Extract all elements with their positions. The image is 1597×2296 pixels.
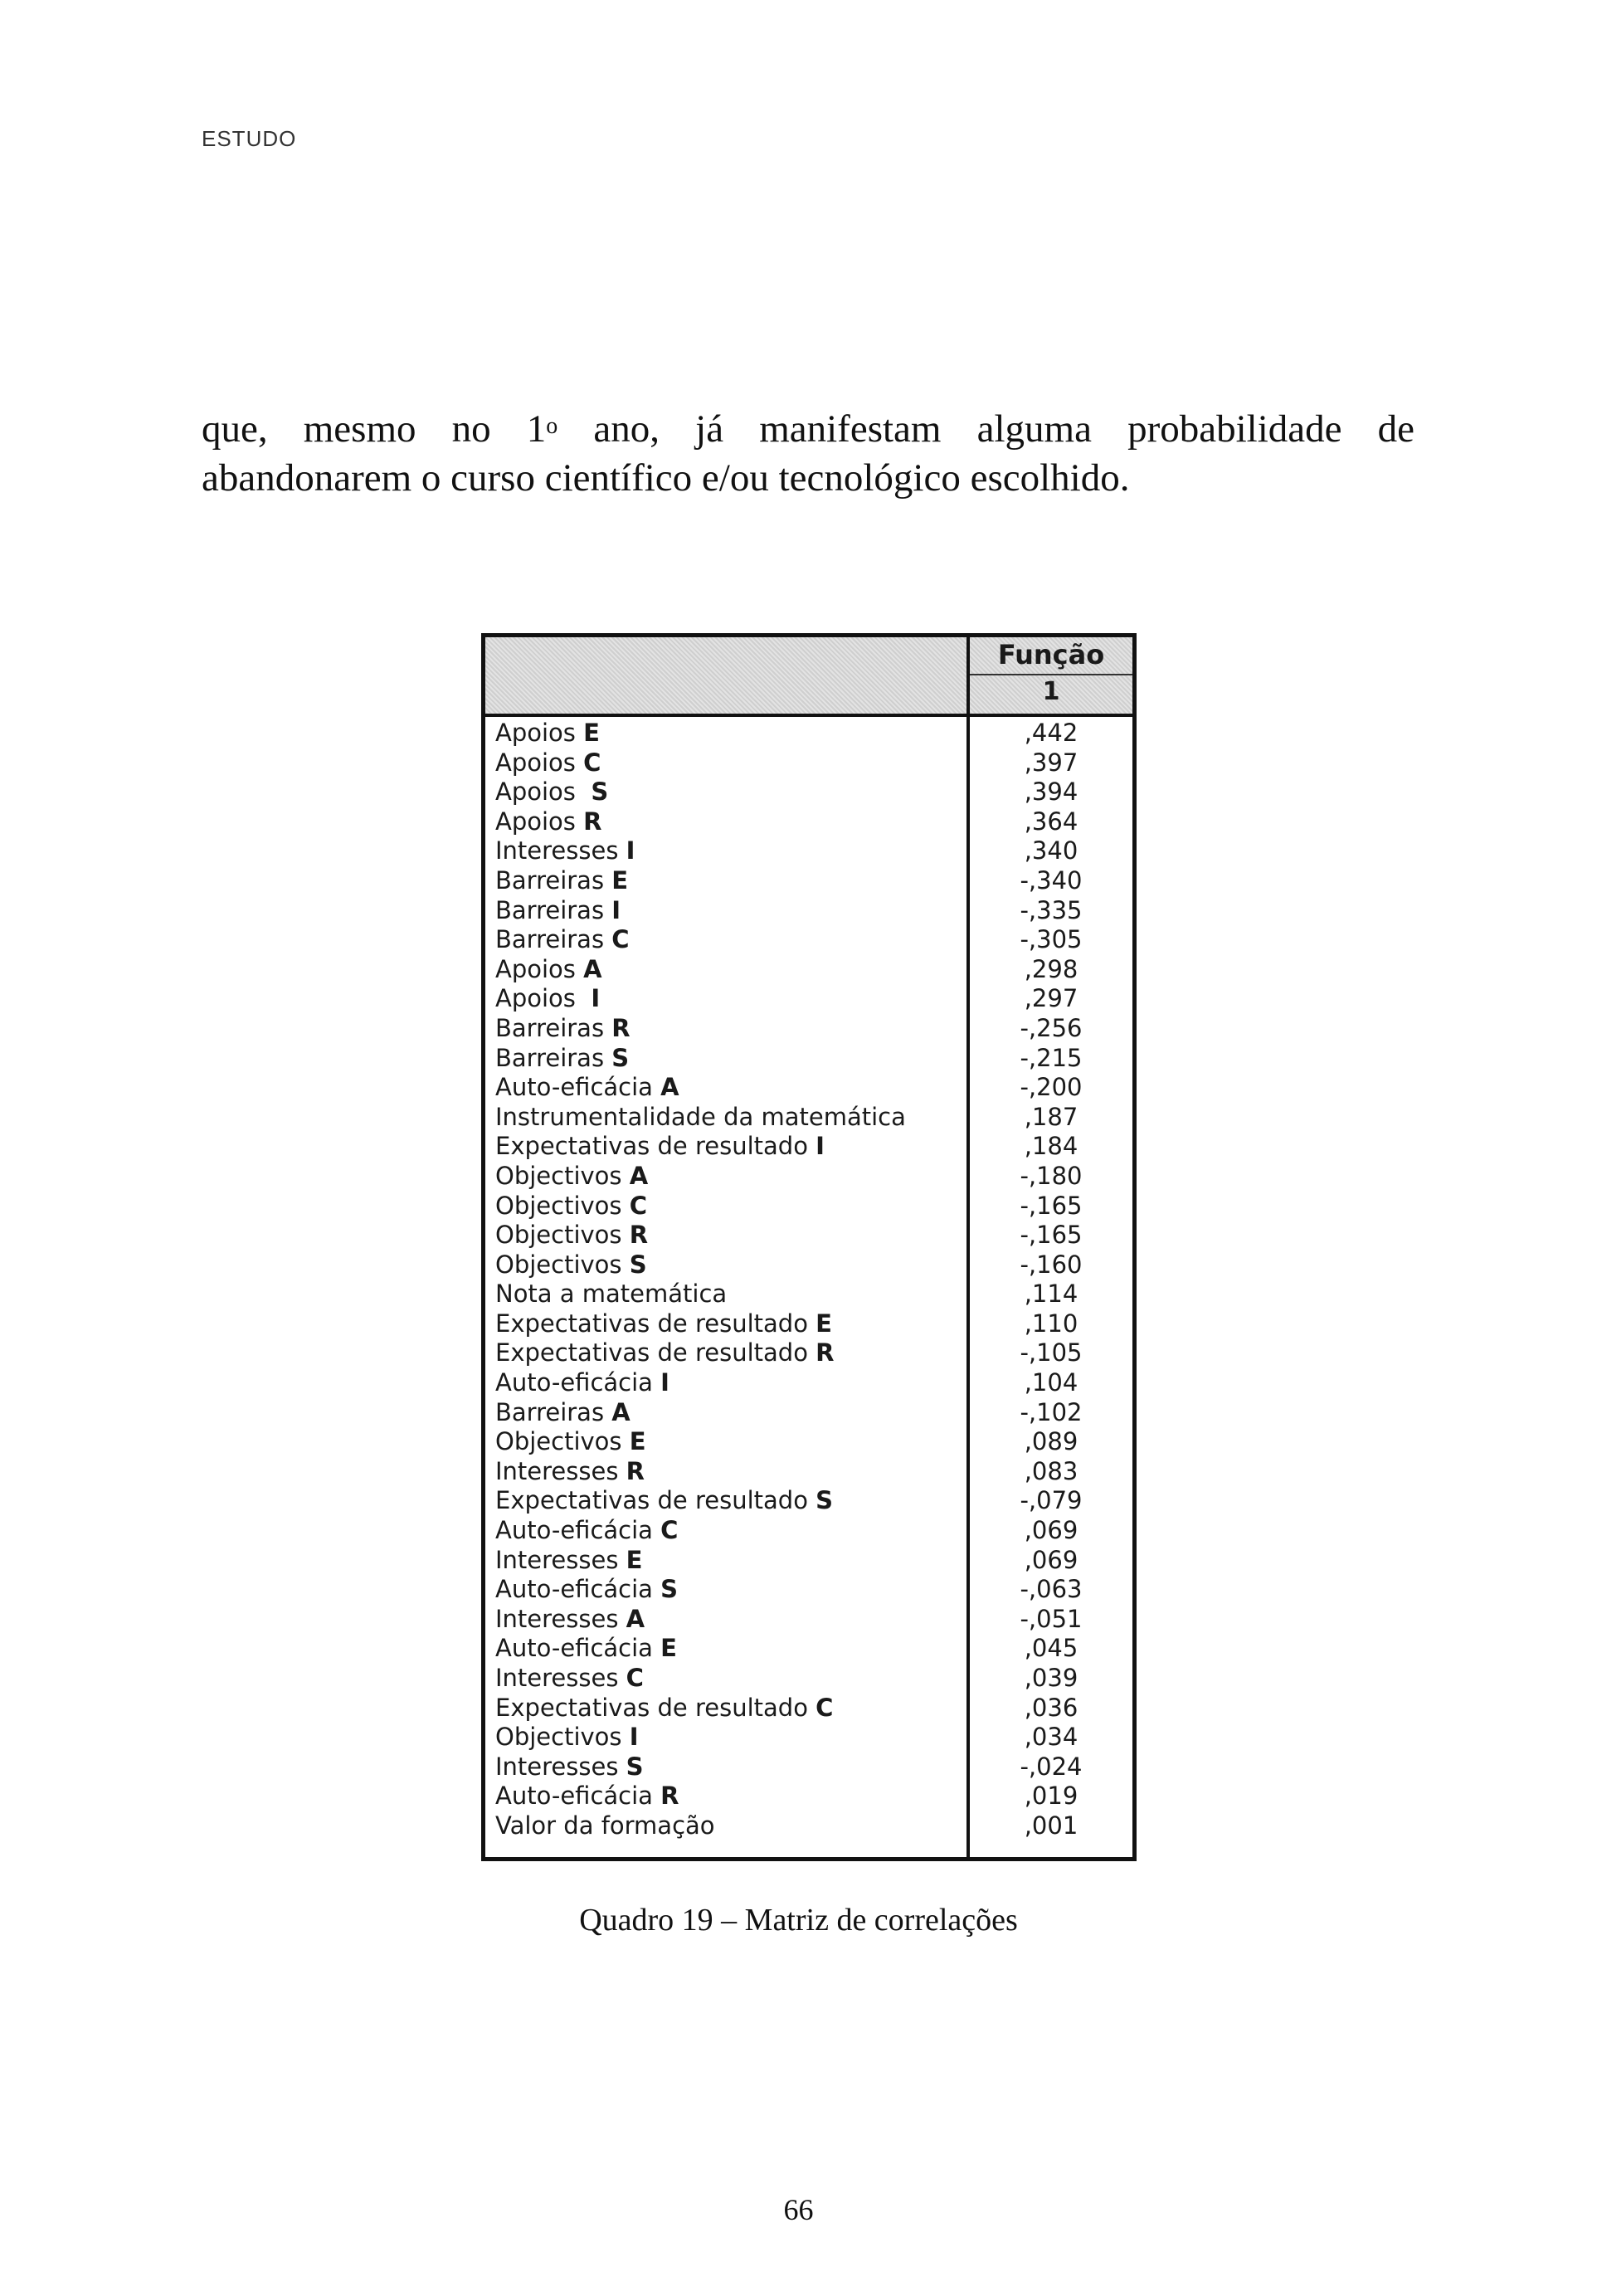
- row-label: [495, 1044, 629, 1074]
- row-value: -,165: [1020, 1221, 1083, 1250]
- row-label: [495, 1221, 648, 1250]
- table-row: [485, 1694, 1132, 1723]
- table-row: [485, 1014, 1132, 1044]
- row-code: C: [583, 748, 601, 777]
- row-value: ,397: [1024, 748, 1078, 777]
- table-row: [485, 1723, 1132, 1752]
- row-code: I: [629, 1723, 639, 1752]
- row-value: ,297: [1024, 984, 1078, 1013]
- row-label: [495, 1782, 679, 1811]
- row-code: A: [611, 1397, 631, 1426]
- row-label: [495, 1073, 679, 1103]
- row-label-text: Expectativas de resultado: [495, 1693, 816, 1722]
- row-code: R: [583, 807, 602, 836]
- row-label-text: Auto-eficácia: [495, 1575, 661, 1604]
- row-code: I: [626, 836, 635, 865]
- row-label: [495, 1132, 825, 1162]
- ordinal-mark: o: [546, 413, 558, 439]
- row-label-text: Barreiras: [495, 925, 612, 954]
- row-label-text: Auto-eficácia: [495, 1073, 661, 1102]
- row-label: [495, 1575, 678, 1605]
- row-label-text: Apoios: [495, 719, 584, 747]
- row-value: ,083: [1024, 1456, 1078, 1485]
- table-row: [485, 1073, 1132, 1103]
- row-value: ,364: [1024, 807, 1078, 836]
- row-label-text: Interesses: [495, 1664, 626, 1692]
- table-row: [485, 1427, 1132, 1457]
- row-code: R: [660, 1782, 679, 1811]
- row-label-text: Auto-eficácia: [495, 1634, 661, 1663]
- row-label: [495, 1103, 906, 1133]
- row-label-text: Objectivos: [495, 1427, 630, 1456]
- row-value: ,039: [1024, 1664, 1078, 1692]
- row-label: [495, 896, 621, 926]
- word: alguma: [976, 407, 1092, 451]
- row-label: [495, 1368, 669, 1398]
- row-code: E: [660, 1634, 677, 1663]
- row-code: I: [816, 1132, 825, 1161]
- row-label-text: Objectivos: [495, 1191, 630, 1220]
- row-label: [495, 1605, 645, 1635]
- row-label-text: Auto-eficácia: [495, 1368, 661, 1397]
- row-label: [495, 1486, 833, 1516]
- row-value: -,256: [1020, 1013, 1083, 1042]
- table-row: [485, 1457, 1132, 1487]
- row-value: -,024: [1020, 1752, 1083, 1781]
- table-row: [485, 807, 1132, 837]
- row-label-text: Barreiras: [495, 1397, 612, 1426]
- table-row: [485, 1486, 1132, 1516]
- row-value: -,063: [1020, 1575, 1083, 1604]
- table-row: [485, 925, 1132, 955]
- row-code: C: [629, 1191, 648, 1220]
- table-row: [485, 984, 1132, 1014]
- row-value: -,215: [1020, 1043, 1083, 1072]
- row-value: -,105: [1020, 1338, 1083, 1367]
- row-label-text: Expectativas de resultado: [495, 1132, 816, 1161]
- row-code: C: [611, 925, 630, 954]
- header-divider: [970, 674, 1132, 675]
- row-code: S: [816, 1486, 834, 1515]
- table-row: [485, 836, 1132, 866]
- row-label-text: Barreiras: [495, 1013, 612, 1042]
- table-row: [485, 1605, 1132, 1635]
- table-row: [485, 1192, 1132, 1221]
- row-code: C: [816, 1693, 834, 1722]
- row-label: [495, 1546, 642, 1576]
- row-label: [495, 1162, 648, 1192]
- row-code: I: [660, 1368, 669, 1397]
- row-label: [495, 836, 635, 866]
- row-value: -,165: [1020, 1191, 1083, 1220]
- row-code: E: [629, 1427, 646, 1456]
- table-row: [485, 1546, 1132, 1576]
- row-value: ,114: [1024, 1280, 1078, 1309]
- table-row: [485, 896, 1132, 926]
- row-label: [495, 778, 608, 807]
- table-row: [485, 719, 1132, 748]
- table-row: [485, 1752, 1132, 1782]
- table-row: [485, 1309, 1132, 1339]
- row-label: [495, 955, 602, 985]
- row-label-text: Apoios: [495, 748, 584, 777]
- row-value: ,298: [1024, 954, 1078, 983]
- row-label-text: Interesses: [495, 836, 626, 865]
- row-value: -,180: [1020, 1161, 1083, 1190]
- row-label-text: Objectivos: [495, 1221, 630, 1250]
- row-label-text: Nota a matemática: [495, 1280, 728, 1309]
- running-header: ESTUDO: [202, 126, 297, 151]
- column-title: Função: [997, 639, 1105, 670]
- row-code: I: [611, 895, 621, 924]
- table-row: [485, 1103, 1132, 1133]
- table-row: [485, 866, 1132, 896]
- table-row: [485, 1044, 1132, 1074]
- row-label: [495, 807, 601, 837]
- table-row: [485, 1664, 1132, 1694]
- paragraph-line-1: [202, 405, 1414, 454]
- row-label: [495, 866, 628, 896]
- ordinal: [527, 405, 558, 454]
- row-value: -,305: [1020, 925, 1083, 954]
- table-row: [485, 1162, 1132, 1192]
- row-label: [495, 719, 600, 748]
- row-label-text: Objectivos: [495, 1250, 630, 1279]
- row-label: [495, 1811, 715, 1841]
- row-value: ,184: [1024, 1132, 1078, 1161]
- row-code: S: [611, 1043, 630, 1072]
- table-row: [485, 1782, 1132, 1811]
- row-label-text: Interesses: [495, 1456, 626, 1485]
- row-code: C: [626, 1664, 644, 1692]
- row-label-text: Apoios: [495, 778, 592, 807]
- row-label: [495, 1694, 833, 1723]
- row-label: [495, 1516, 678, 1546]
- row-label-text: Interesses: [495, 1604, 626, 1633]
- row-code: E: [583, 719, 600, 747]
- row-value: -,160: [1020, 1250, 1083, 1279]
- row-code: E: [816, 1309, 832, 1338]
- row-value: -,335: [1020, 895, 1083, 924]
- row-code: A: [626, 1604, 645, 1633]
- row-code: R: [626, 1456, 645, 1485]
- table-row: [485, 1516, 1132, 1546]
- row-label: [495, 925, 630, 955]
- row-value: ,340: [1024, 836, 1078, 865]
- table-row: [485, 748, 1132, 778]
- word: probabilidade: [1127, 407, 1342, 451]
- row-label: [495, 1014, 631, 1044]
- row-value: -,079: [1020, 1486, 1083, 1515]
- word: mesmo: [303, 407, 416, 451]
- row-label: [495, 1457, 645, 1487]
- table-row: [485, 1221, 1132, 1250]
- word: que,: [202, 407, 268, 451]
- row-label-text: Interesses: [495, 1752, 626, 1781]
- row-label: [495, 1634, 677, 1664]
- word: no: [451, 407, 491, 451]
- row-label-text: Valor da formação: [495, 1811, 715, 1840]
- row-label: [495, 1192, 647, 1221]
- table-row: [485, 1575, 1132, 1605]
- row-label-text: Objectivos: [495, 1723, 630, 1752]
- table-row: [485, 1132, 1132, 1162]
- table-row: [485, 1280, 1132, 1309]
- row-value: -,102: [1020, 1397, 1083, 1426]
- row-value: ,045: [1024, 1634, 1078, 1663]
- row-label-text: Expectativas de resultado: [495, 1309, 816, 1338]
- row-label: [495, 1664, 644, 1694]
- row-code: R: [629, 1221, 649, 1250]
- row-label-text: Auto-eficácia: [495, 1516, 661, 1545]
- row-label-text: Apoios: [495, 984, 592, 1013]
- row-label-text: Interesses: [495, 1545, 626, 1574]
- row-code: E: [611, 865, 629, 895]
- row-code: A: [660, 1073, 679, 1102]
- row-code: R: [816, 1338, 835, 1367]
- row-code: C: [660, 1516, 679, 1545]
- row-value: -,340: [1020, 865, 1083, 895]
- row-label-text: Barreiras: [495, 1043, 612, 1072]
- row-value: ,089: [1024, 1427, 1078, 1456]
- row-label-text: Barreiras: [495, 865, 612, 895]
- row-label: [495, 748, 601, 778]
- table-body: [485, 719, 1132, 1841]
- row-code: E: [626, 1545, 643, 1574]
- table-row: [485, 1634, 1132, 1664]
- row-code: R: [611, 1013, 631, 1042]
- row-label: [495, 1338, 835, 1368]
- table-row: [485, 1338, 1132, 1368]
- row-code: I: [591, 984, 601, 1013]
- row-label: [495, 1280, 727, 1309]
- row-label-text: Barreiras: [495, 895, 612, 924]
- row-label-text: Objectivos: [495, 1161, 630, 1190]
- row-code: A: [583, 954, 602, 983]
- row-label: [495, 1309, 832, 1339]
- row-label-text: Auto-eficácia: [495, 1782, 661, 1811]
- word: manifestam: [759, 407, 942, 451]
- row-label: [495, 1752, 644, 1782]
- table-row: [485, 778, 1132, 807]
- table-row: [485, 1250, 1132, 1280]
- row-code: S: [591, 778, 609, 807]
- row-label: [495, 1427, 646, 1457]
- row-value: ,036: [1024, 1693, 1078, 1722]
- body-paragraph: [202, 405, 1414, 503]
- word: ano,: [593, 407, 660, 451]
- row-label-text: Expectativas de resultado: [495, 1338, 816, 1367]
- paragraph-line-2: abandonarem o curso científico e/ou tecnológico escolhido.: [202, 456, 1130, 500]
- row-code: S: [629, 1250, 647, 1279]
- row-code: A: [629, 1161, 649, 1190]
- table-row: [485, 1368, 1132, 1398]
- row-value: ,069: [1024, 1516, 1078, 1545]
- row-label: [495, 1723, 639, 1752]
- table-caption: Quadro 19 – Matriz de correlações: [579, 1903, 1018, 1938]
- table-row: [485, 1398, 1132, 1428]
- row-code: S: [626, 1752, 644, 1781]
- correlation-table: [481, 633, 1137, 1861]
- row-label-text: Instrumentalidade da matemática: [495, 1102, 906, 1131]
- word: de: [1377, 407, 1414, 451]
- row-value: ,019: [1024, 1782, 1078, 1811]
- row-value: ,104: [1024, 1368, 1078, 1397]
- page-number: 66: [783, 2193, 814, 2226]
- row-label: [495, 984, 600, 1014]
- row-value: ,442: [1024, 719, 1078, 747]
- row-label: [495, 1250, 647, 1280]
- word: já: [695, 407, 724, 451]
- row-value: ,187: [1024, 1102, 1078, 1131]
- row-value: -,200: [1020, 1073, 1083, 1102]
- table-row: [485, 955, 1132, 985]
- row-label-text: Expectativas de resultado: [495, 1486, 816, 1515]
- word: 1: [526, 407, 547, 451]
- row-value: -,051: [1020, 1604, 1083, 1633]
- row-value: ,034: [1024, 1723, 1078, 1752]
- row-code: S: [660, 1575, 679, 1604]
- row-label-text: Apoios: [495, 954, 584, 983]
- row-value: ,394: [1024, 778, 1078, 807]
- row-label: [495, 1398, 631, 1428]
- row-value: ,069: [1024, 1545, 1078, 1574]
- row-value: ,001: [1024, 1811, 1078, 1840]
- row-value: ,110: [1024, 1309, 1078, 1338]
- column-subtitle: 1: [1042, 677, 1060, 706]
- table-header-cell: [970, 637, 1132, 714]
- table-row: [485, 1811, 1132, 1841]
- row-label-text: Apoios: [495, 807, 584, 836]
